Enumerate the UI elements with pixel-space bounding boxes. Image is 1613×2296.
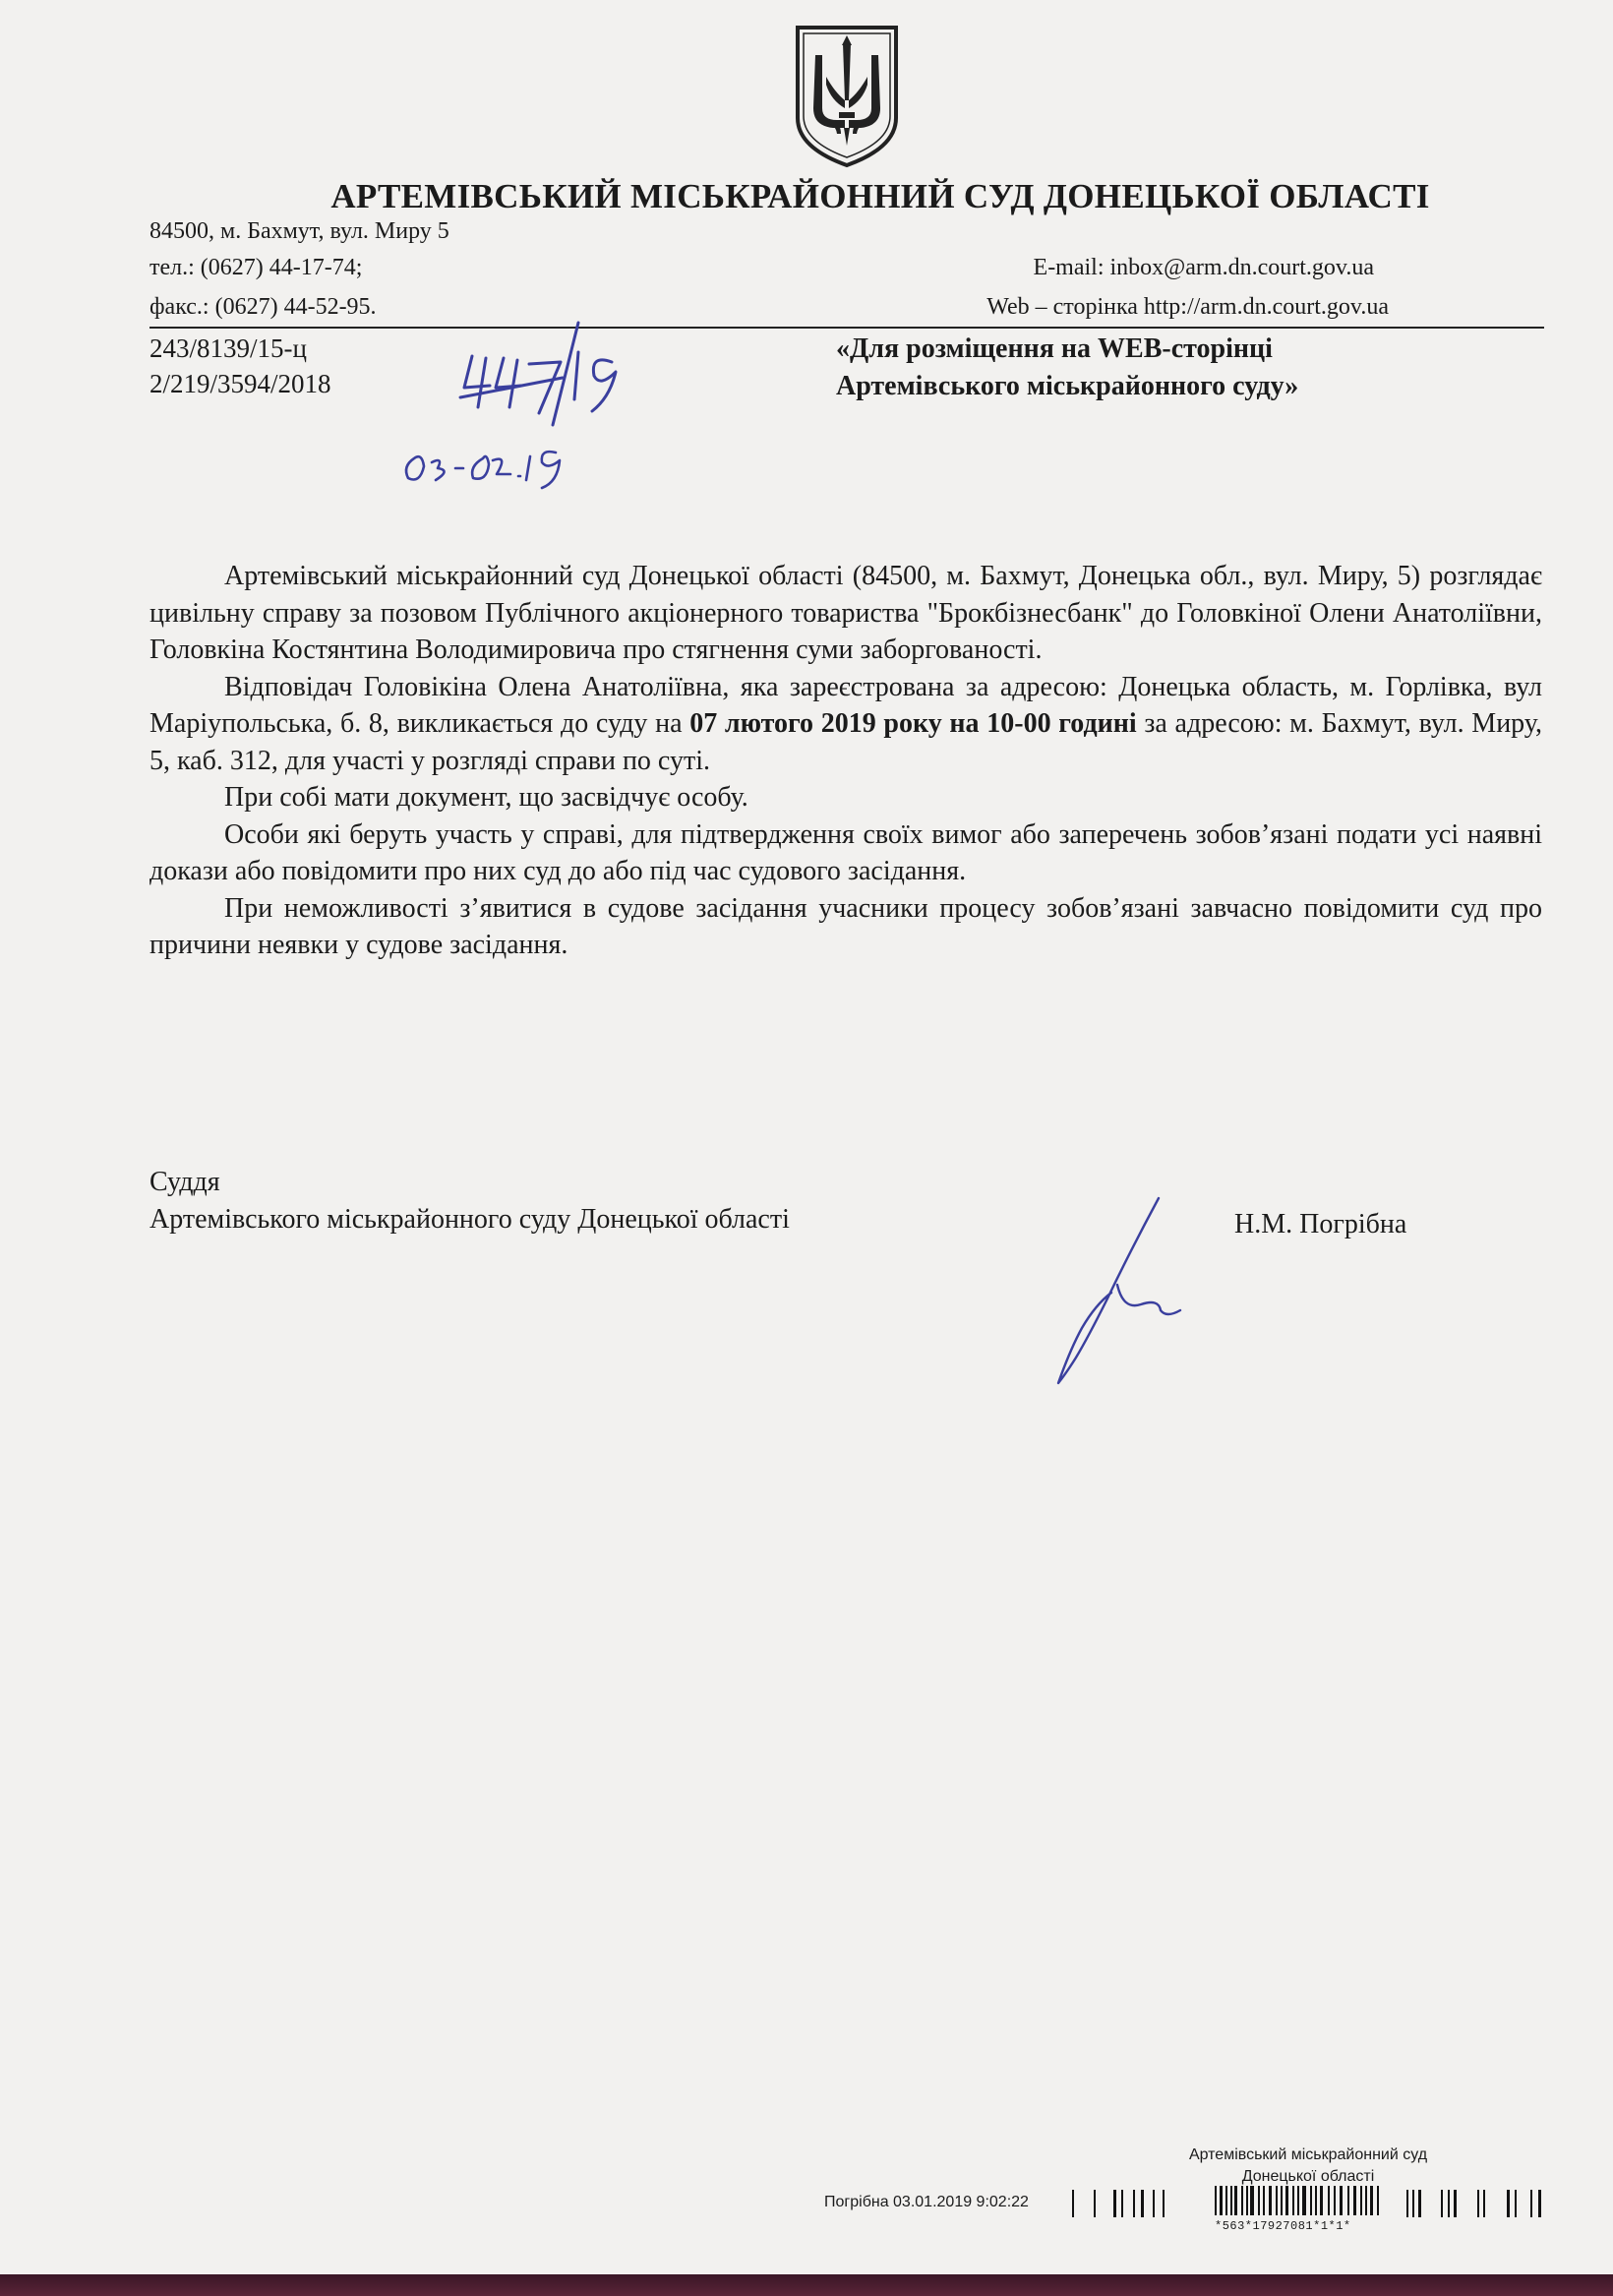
- e-signature-info: Погрібна 03.01.2019 9:02:22: [824, 2194, 1029, 2210]
- hearing-date: 07 лютого 2019 року на 10-00 годині: [689, 708, 1137, 739]
- trident-coat-of-arms-icon: [792, 22, 902, 169]
- barcode-icon: [1072, 2186, 1544, 2223]
- court-address: 84500, м. Бахмут, вул. Миру 5: [149, 218, 449, 244]
- court-fax: факс.: (0627) 44-52-95.: [149, 294, 377, 320]
- e-stamp-court: [1131, 2145, 1485, 2188]
- barcode-number: *563*17927081*1*1*: [1215, 2219, 1351, 2233]
- case-number-1: 243/8139/15-ц: [149, 333, 307, 363]
- web-publication-note: [836, 331, 1298, 405]
- signature-title: Суддя: [149, 1167, 220, 1197]
- case-number-2: 2/219/3594/2018: [149, 369, 331, 398]
- court-email: E-mail: inbox@arm.dn.court.gov.ua: [1033, 255, 1374, 280]
- court-phone: тел.: (0627) 44-17-74;: [149, 255, 363, 280]
- e-stamp-court-line-2: Донецької області: [1241, 2168, 1375, 2185]
- e-stamp-court-line-1: Артемівський міськрайонний суд: [1188, 2146, 1428, 2163]
- header-divider: [149, 327, 1544, 329]
- judge-name: Н.М. Погрібна: [1234, 1209, 1407, 1239]
- court-name: АРТЕМІВСЬКИЙ МІСЬКРАЙОННИЙ СУД ДОНЕЦЬКОЇ ОБЛАСТІ: [330, 177, 1430, 215]
- paragraph-id-document: При собі мати документ, що засвідчує особу.: [224, 782, 748, 813]
- paragraph-case-description: Артемівський міськрайонний суд Донецької області (84500, м. Бахмут, Донецька обл., вул. Миру, 5) розглядає цивільну справу за позовом Публічного акціонерного товариства "Брокбізнесбанк" до Головкіної Олени Анатоліївни, Головкіна Костянтина Володимировича про стягнення суми заборгованості.: [149, 561, 1542, 665]
- handwritten-signature: [1013, 1190, 1190, 1397]
- notice-body: [149, 558, 1542, 964]
- case-references: [149, 331, 331, 401]
- signature-block: [149, 1164, 790, 1239]
- scan-edge: [0, 2274, 1613, 2296]
- handwritten-date: [398, 431, 575, 490]
- court-website: Web – сторінка http://arm.dn.court.gov.ua: [986, 294, 1389, 320]
- paragraph-absence: При неможливості з’явитися в судове засідання учасники процесу зобов’язані завчасно повідомити суд про причини неявки у судове засідання.: [149, 892, 1542, 960]
- paragraph-evidence: Особи які беруть участь у справі, для підтвердження своїх вимог або заперечень зобов’язані подати усі наявні докази або повідомити про них суд до або під час судового засідання.: [149, 818, 1542, 886]
- paragraph-summons: Відповідач Головікіна Олена Анатоліївна, яка зареєстрована за адресою: Донецька область, м. Горлівка, вул Маріупольська, б. 8, викликається до суду на 07 лютого 2019 року на 10-00 годині за адресою: м. Бахмут, вул. Миру, 5, каб. 312, для участі у розгляді справи по суті.: [149, 671, 1543, 776]
- web-note-line-1: «Для розміщення на WEB-сторінці: [836, 333, 1273, 364]
- web-note-line-2: Артемівського міськрайонного суду»: [836, 371, 1299, 401]
- signature-court: Артемівського міськрайонного суду Донецької області: [149, 1204, 790, 1235]
